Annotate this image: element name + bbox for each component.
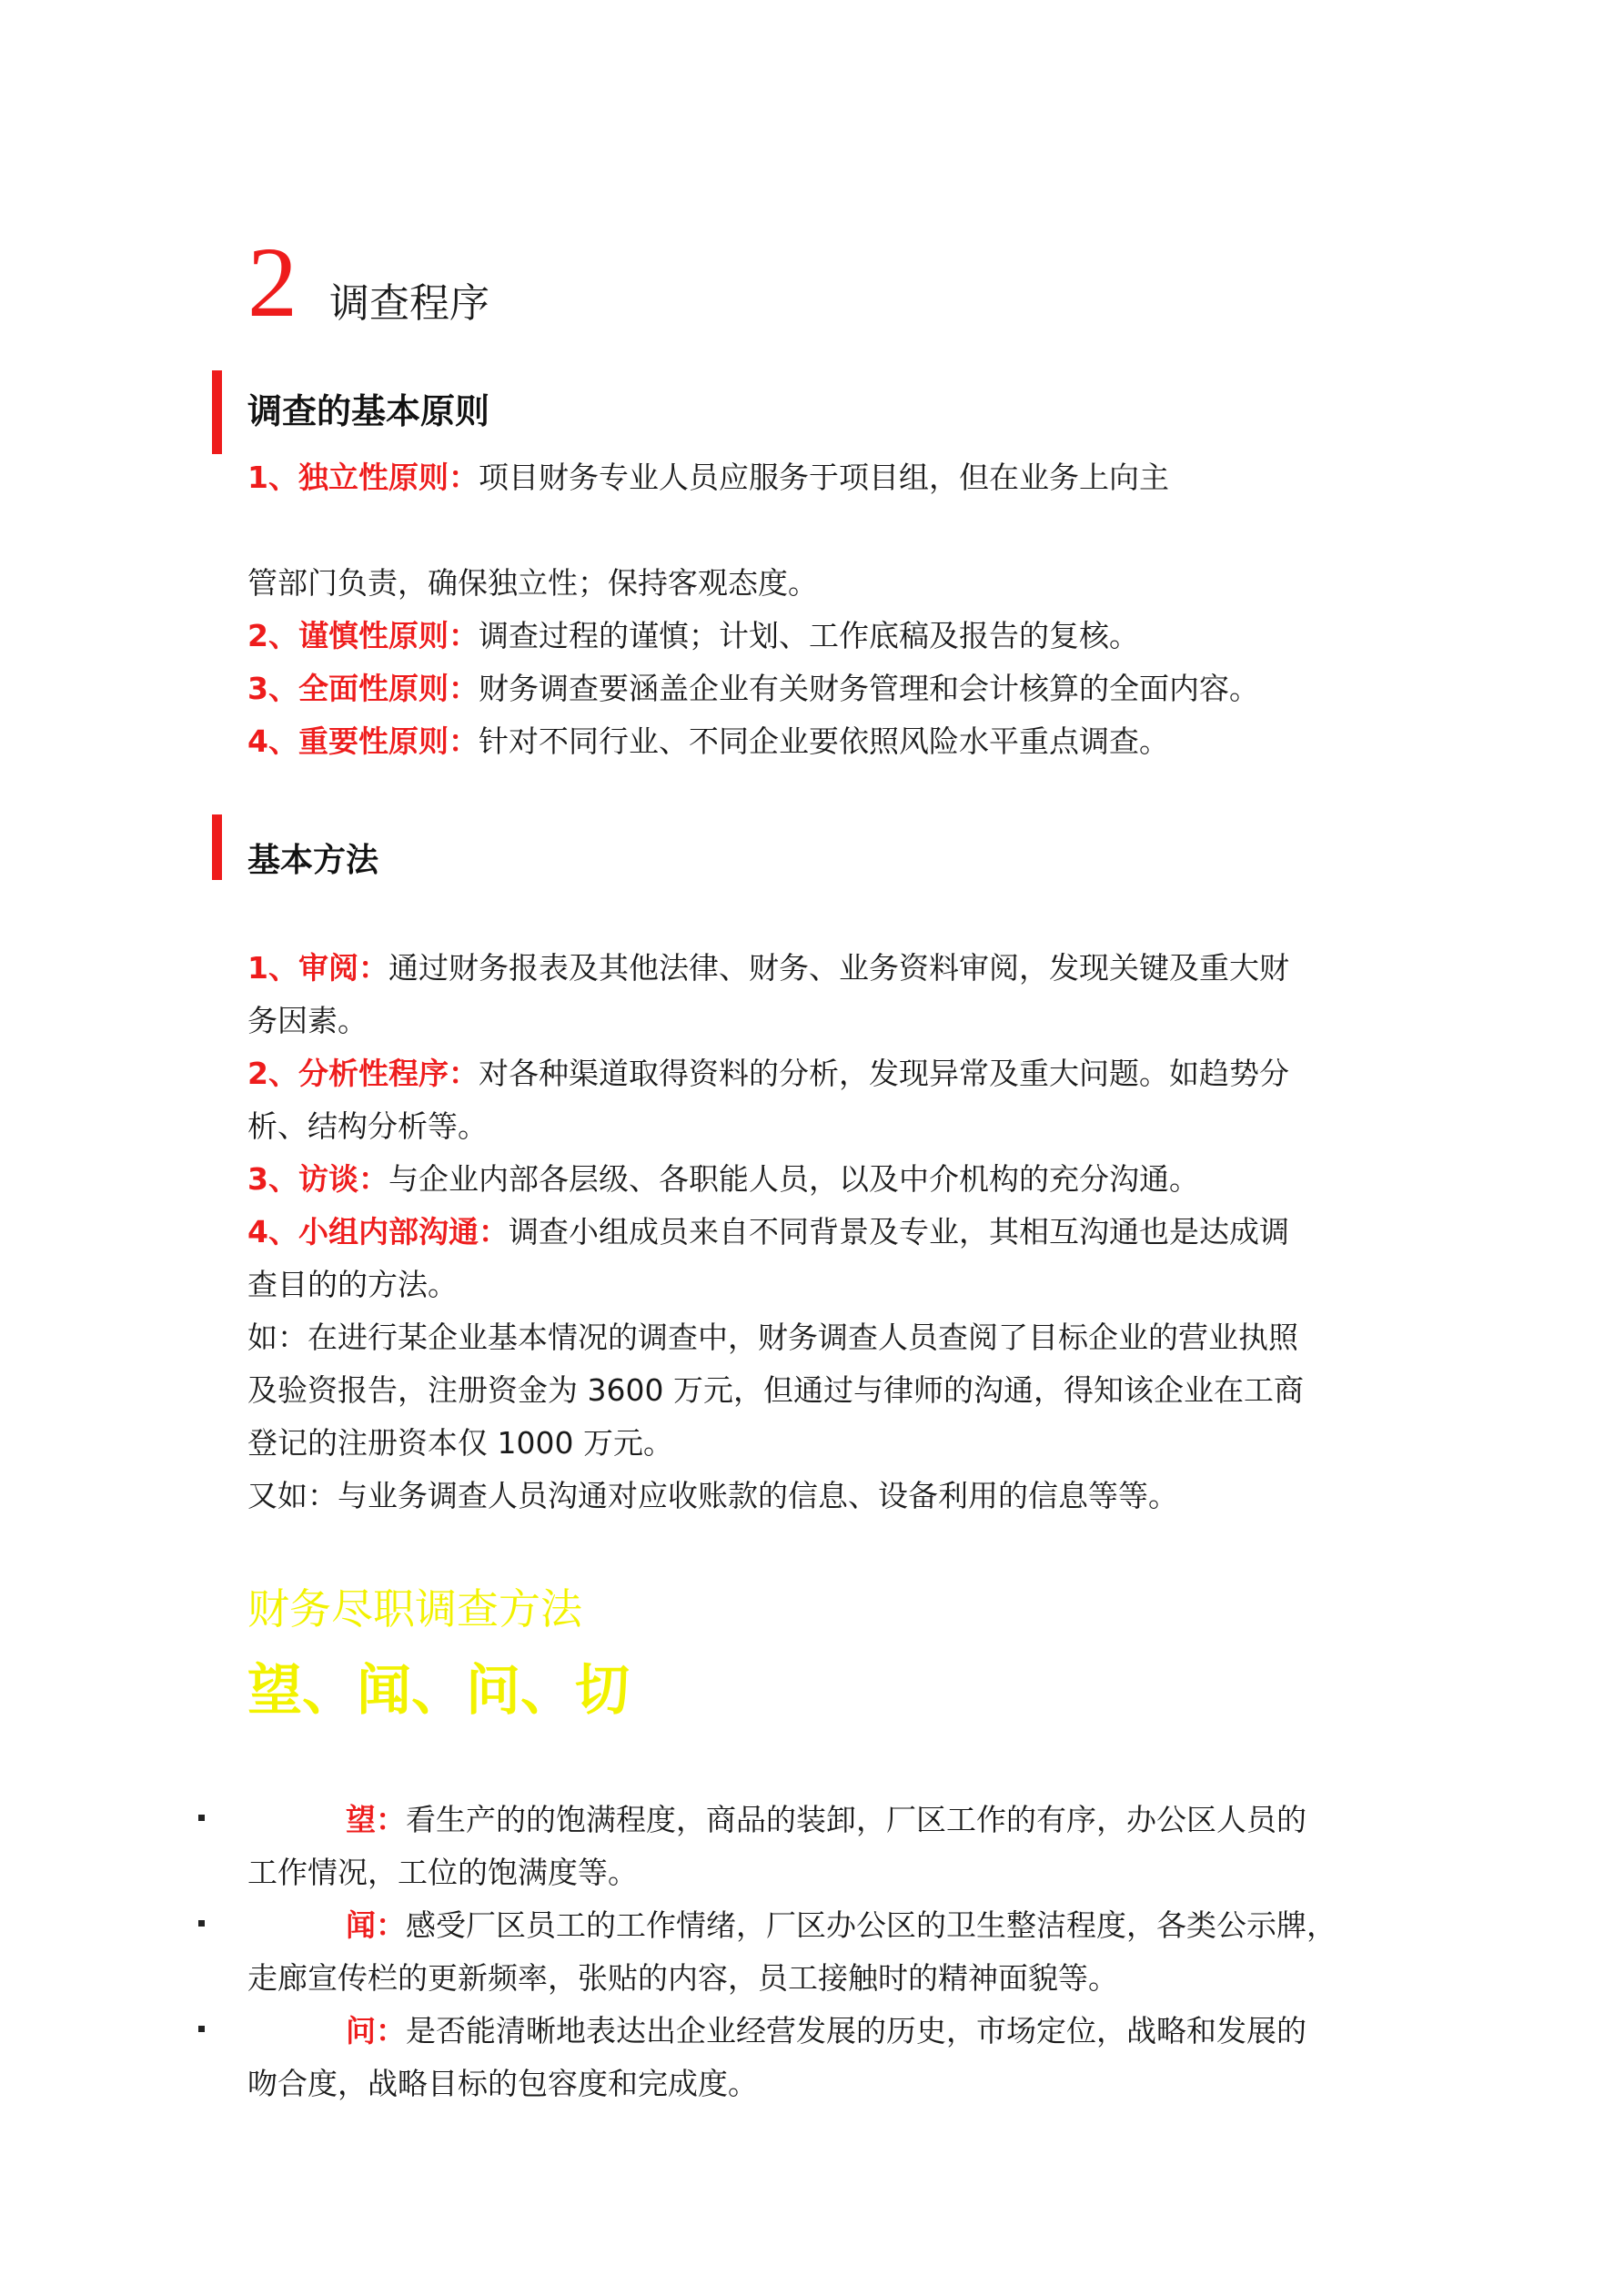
method-1-label: 1、审阅： bbox=[247, 950, 388, 986]
dd-item-3 bbox=[346, 2006, 1306, 2057]
principle-2 bbox=[247, 611, 1139, 662]
dd-item-2-line1: 感受厂区员工的工作情绪，厂区办公区的卫生整洁程度，各类公示牌， bbox=[406, 1907, 1337, 1943]
method-4-line2: 查目的的方法。 bbox=[247, 1267, 458, 1302]
section-bar-principles bbox=[212, 370, 222, 454]
due-diligence-subtitle: 望、闻、问、切 bbox=[247, 1659, 630, 1723]
dd-item-1-label: 望： bbox=[346, 1802, 406, 1837]
bullet-icon bbox=[198, 2026, 205, 2032]
dd-item-2-label: 闻： bbox=[346, 1907, 406, 1943]
section-bar-methods bbox=[212, 814, 222, 880]
principle-4 bbox=[247, 716, 1169, 767]
dd-item-2 bbox=[346, 1900, 1337, 1951]
dd-item-3-line2: 吻合度，战略目标的包容度和完成度。 bbox=[247, 2066, 758, 2101]
method-4-label: 4、小组内部沟通： bbox=[247, 1214, 509, 1249]
method-1 bbox=[247, 943, 1289, 994]
method-2 bbox=[247, 1048, 1289, 1099]
principle-3 bbox=[247, 663, 1259, 714]
chapter-title: 调查程序 bbox=[329, 280, 489, 327]
dd-item-1-line1: 看生产的的饱满程度，商品的装卸，厂区工作的有序，办公区人员的 bbox=[406, 1802, 1306, 1837]
method-4 bbox=[247, 1207, 1289, 1258]
method-2-line2: 析、结构分析等。 bbox=[247, 1108, 488, 1144]
method-1-line1: 通过财务报表及其他法律、财务、业务资料审阅，发现关键及重大财 bbox=[388, 950, 1289, 986]
methods-heading: 基本方法 bbox=[247, 842, 379, 879]
method-3-line1: 与企业内部各层级、各职能人员，以及中介机构的充分沟通。 bbox=[388, 1161, 1199, 1197]
principle-2-label: 2、谨慎性原则： bbox=[247, 618, 479, 653]
principles-heading: 调查的基本原则 bbox=[247, 391, 490, 431]
principle-1 bbox=[247, 452, 1169, 503]
principle-3-text: 财务调查要涵盖企业有关财务管理和会计核算的全面内容。 bbox=[478, 671, 1259, 706]
dd-item-3-label: 问： bbox=[346, 2013, 406, 2048]
method-3 bbox=[247, 1154, 1199, 1205]
dd-item-2-line2: 走廊宣传栏的更新频率，张贴的内容，员工接触时的精神面貌等。 bbox=[247, 1960, 1118, 1996]
principle-1-cont: 管部门负责，确保独立性；保持客观态度。 bbox=[247, 565, 818, 601]
principle-3-label: 3、全面性原则： bbox=[247, 671, 479, 706]
example1-line2: 及验资报告，注册资金为 3600 万元，但通过与律师的沟通，得知该企业在工商 bbox=[247, 1372, 1304, 1408]
dd-item-1 bbox=[346, 1795, 1306, 1846]
principle-1-text: 项目财务专业人员应服务于项目组，但在业务上向主 bbox=[478, 460, 1169, 495]
principle-4-text: 针对不同行业、不同企业要依照风险水平重点调查。 bbox=[478, 723, 1169, 759]
method-3-label: 3、访谈： bbox=[247, 1161, 388, 1197]
method-4-line1: 调查小组成员来自不同背景及专业，其相互沟通也是达成调 bbox=[508, 1214, 1289, 1249]
bullet-icon bbox=[198, 1815, 205, 1821]
dd-item-3-line1: 是否能清晰地表达出企业经营发展的历史，市场定位，战略和发展的 bbox=[406, 2013, 1306, 2048]
due-diligence-title: 财务尽职调查方法 bbox=[247, 1584, 582, 1633]
principle-4-label: 4、重要性原则： bbox=[247, 723, 479, 759]
method-1-line2: 务因素。 bbox=[247, 1003, 368, 1038]
principle-2-text: 调查过程的谨慎；计划、工作底稿及报告的复核。 bbox=[478, 618, 1139, 653]
principle-1-label: 1、独立性原则： bbox=[247, 460, 479, 495]
method-2-line1: 对各种渠道取得资料的分析，发现异常及重大问题。如趋势分 bbox=[478, 1056, 1289, 1091]
example1-line1: 如：在进行某企业基本情况的调查中，财务调查人员查阅了目标企业的营业执照 bbox=[247, 1320, 1298, 1355]
example1-line3: 登记的注册资本仅 1000 万元。 bbox=[247, 1425, 673, 1461]
chapter-number: 2 bbox=[247, 227, 298, 338]
bullet-icon bbox=[198, 1920, 205, 1927]
method-2-label: 2、分析性程序： bbox=[247, 1056, 479, 1091]
dd-item-1-line2: 工作情况，工位的饱满度等。 bbox=[247, 1855, 638, 1890]
example2: 又如：与业务调查人员沟通对应收账款的信息、设备利用的信息等等。 bbox=[247, 1478, 1178, 1513]
